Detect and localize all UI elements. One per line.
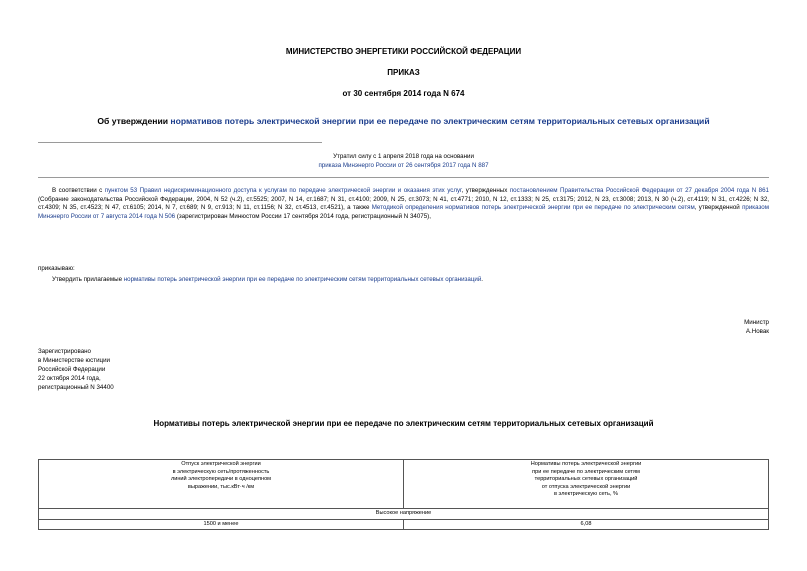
intro-text: В соответствии с [52,187,105,194]
header-line: территориальных сетевых организаций [534,476,638,483]
header-cell-supply [39,460,404,509]
intro-text: (Собрание законодательства Российской Федерации, 2004, N 52 (ч.2), ст.5525; 2007, N 14, ст.1687; N 31, ст.4100; 2009, N 25, ст.3073; N 41, ст.4771; 2010, N 12, ст.1333; N 25, ст.3175; 2012, N 23, ст.3008; 2013, N 30 (ч.2), ст.4119; N 31, ст.4226; N 32, ст.4309; N 35, ст.4523; N 47, ст.6105; 2014, N 7, ст.689; N 9, ст.913; N 11, ст.1156; N 32, ст.4513, ст.4521), а также [38,195,769,212]
document-title [0,116,807,126]
signature-block [744,318,769,336]
header-line: в электрическую сеть, % [553,491,619,498]
table-row [39,519,769,530]
repeal-status-text: Утратил силу с 1 апреля 2018 года на основании [333,153,474,160]
registration-line: в Министерстве юстиции [38,357,111,364]
intro-text: , утвержденных [461,187,510,194]
ministry-name: МИНИСТЕРСТВО ЭНЕРГЕТИКИ РОССИЙСКОЙ ФЕДЕРАЦИИ [285,47,522,56]
order-text: Утвердить прилагаемые [52,276,124,283]
signatory-name: А.Новак [745,328,769,335]
rules-link[interactable]: пунктом 53 Правил недискриминационного доступа к услугам по передаче электрической энергии и оказания этих услуг [104,187,462,194]
signatory-position: Министр [744,319,769,326]
header-line: при ее передаче по электрическим сетям [532,468,640,475]
registration-line: Российской Федерации [38,366,106,373]
registration-line: регистрационный N 34400 [38,384,114,391]
header-line: от отпуска электрической энергии [541,483,631,490]
table-header-row [39,460,769,509]
order-paragraph [38,276,769,285]
document-date-number: от 30 сентября 2014 года N 674 [342,89,465,98]
registration-line: Зарегистрировано [38,348,91,355]
registration-line: 22 октября 2014 года, [38,375,101,382]
intro-text: , утвержденной [694,204,743,212]
intro-text: (зарегистрирован Минюстом России 17 сентября 2014 года, регистрационный N 34075), [175,212,431,220]
order-label: приказываю: [38,265,75,272]
intro-paragraph [38,187,769,221]
registration-block [38,347,114,392]
short-divider [38,142,322,143]
title-prefix: Об утверждении [97,116,171,126]
header-line: в электрическую сеть/протяженность [172,468,270,475]
table-section-row [39,509,769,520]
header-line: Отпуск электрической энергии [181,461,261,467]
minenergo-order-link[interactable]: приказом Минэнерго России от 7 августа 2014 года N 506 [38,204,769,220]
full-divider [38,177,769,178]
header-line: выражении, тыс.кВт·ч /км [187,483,255,490]
value-cell: 6,08 [404,519,769,530]
header-line: линий электропередачи в одноцепном [170,476,272,483]
document-type: ПРИКАЗ [387,68,420,77]
header-cell-norms [404,460,769,509]
norms-table [38,459,769,530]
order-text: . [481,276,484,283]
range-cell: 1500 и менее [39,519,404,530]
title-link[interactable]: нормативов потерь электрической энергии при ее передаче по электрическим сетям территориальных сетевых организаций [170,116,710,126]
section-cell: Высокое напряжение [39,509,769,520]
methodology-link[interactable]: Методикой определения нормативов потерь электрической энергии при ее передаче по электрическим сетям [371,204,695,212]
repeal-status [0,153,807,170]
repeal-order-link[interactable]: приказа Минэнерго России от 26 сентября 2017 года N 887 [318,161,489,169]
government-decree-link[interactable]: постановлением Правительства Российской Федерации от 27 декабря 2004 года N 861 [509,187,769,194]
header-line: Нормативы потерь электрической энергии [530,461,642,467]
norms-title: Нормативы потерь электрической энергии при ее передаче по электрическим сетям территориальных сетевых организаций [153,419,654,428]
norms-link[interactable]: нормативы потерь электрической энергии при ее передаче по электрическим сетям территориальных сетевых организаций [123,276,482,283]
